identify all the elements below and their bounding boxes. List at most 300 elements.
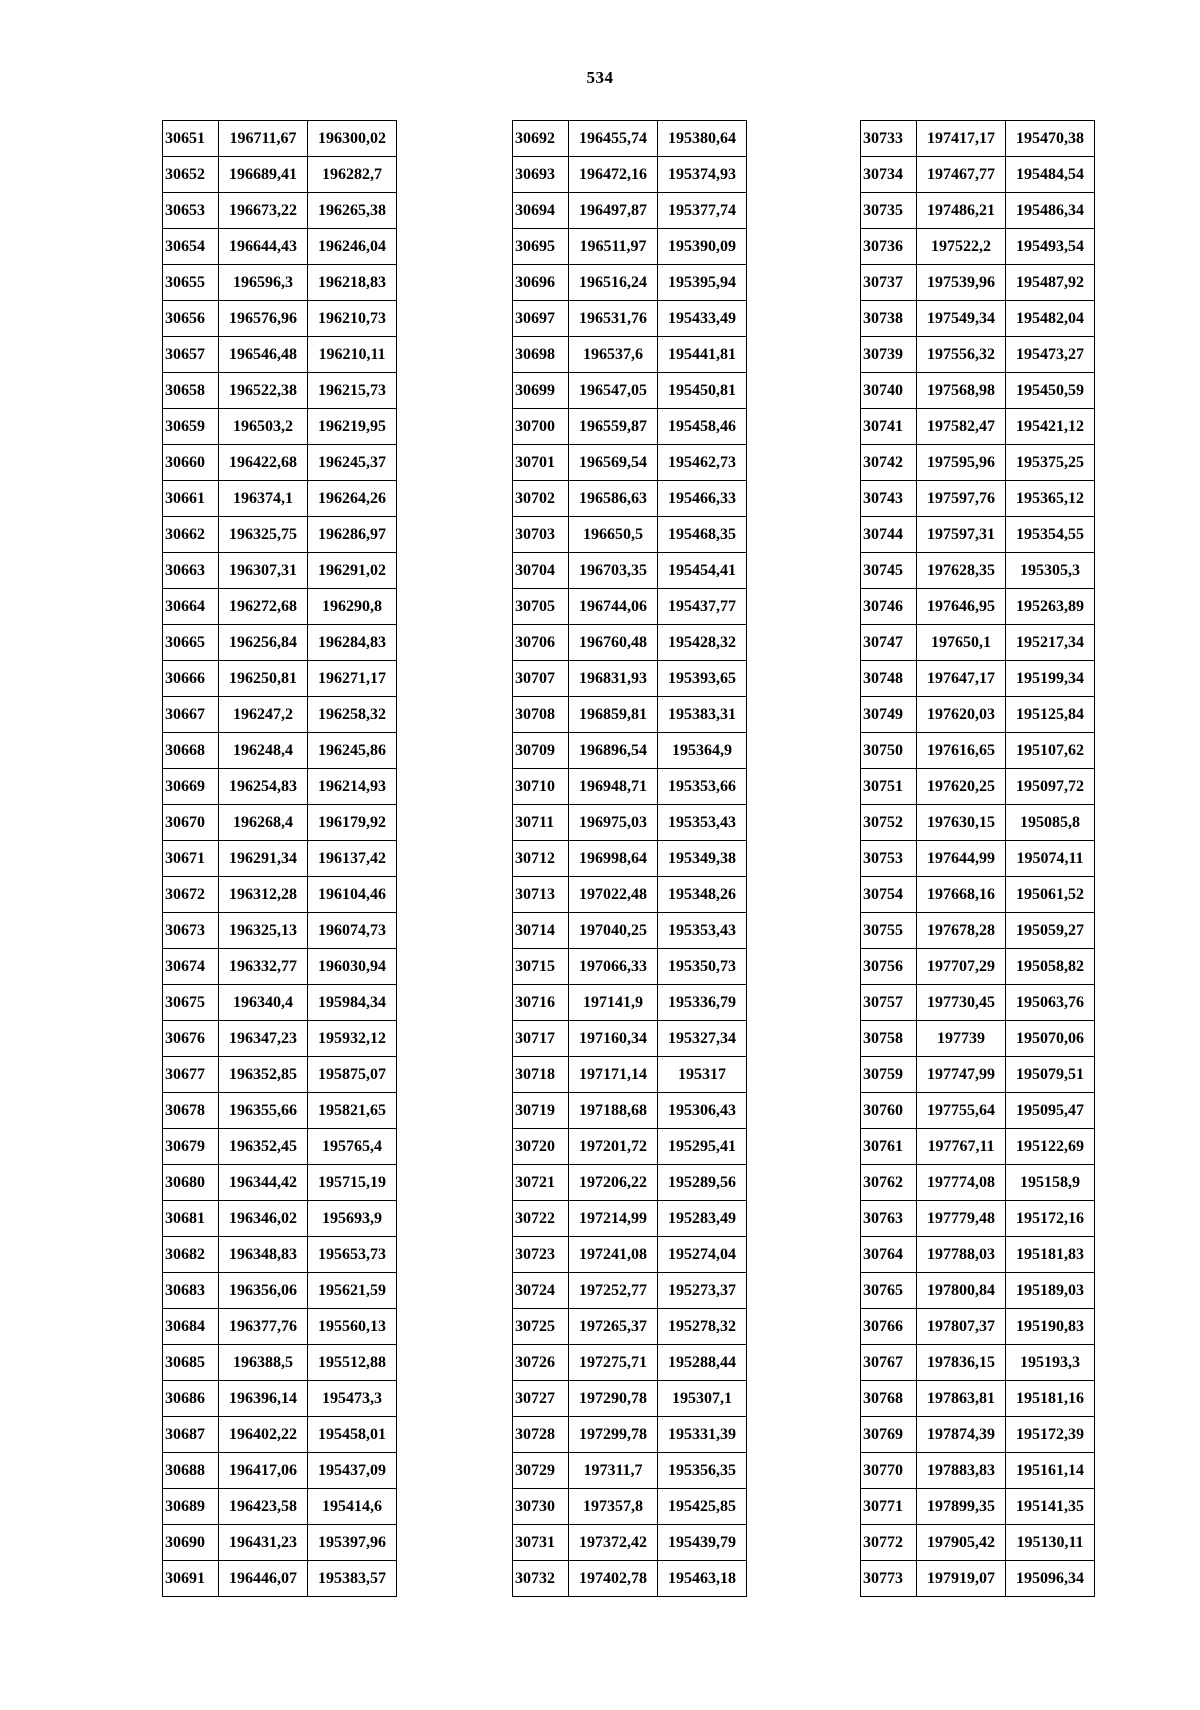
point-id-cell: 30699 (513, 373, 569, 409)
y-coordinate-cell: 195158,9 (1006, 1165, 1095, 1201)
table-row (513, 157, 747, 193)
point-id-cell: 30729 (513, 1453, 569, 1489)
x-coordinate-cell: 197899,35 (917, 1489, 1006, 1525)
table-row (861, 517, 1095, 553)
point-id-cell: 30730 (513, 1489, 569, 1525)
point-id-cell: 30705 (513, 589, 569, 625)
point-id-cell: 30664 (163, 589, 219, 625)
x-coordinate-cell: 197800,84 (917, 1273, 1006, 1309)
y-coordinate-cell: 195288,44 (658, 1345, 747, 1381)
point-id-cell: 30653 (163, 193, 219, 229)
x-coordinate-cell: 196711,67 (219, 121, 308, 157)
table-row (163, 625, 397, 661)
y-coordinate-cell: 195984,34 (308, 985, 397, 1021)
point-id-cell: 30662 (163, 517, 219, 553)
table-row (163, 661, 397, 697)
point-id-cell: 30707 (513, 661, 569, 697)
x-coordinate-cell: 196332,77 (219, 949, 308, 985)
point-id-cell: 30756 (861, 949, 917, 985)
y-coordinate-cell: 195875,07 (308, 1057, 397, 1093)
table-row (513, 1525, 747, 1561)
y-coordinate-cell: 195414,6 (308, 1489, 397, 1525)
x-coordinate-cell: 197779,48 (917, 1201, 1006, 1237)
table-row (163, 841, 397, 877)
point-id-cell: 30716 (513, 985, 569, 1021)
y-coordinate-cell: 195283,49 (658, 1201, 747, 1237)
table-row (163, 481, 397, 517)
x-coordinate-cell: 196650,5 (569, 517, 658, 553)
y-coordinate-cell: 195486,34 (1006, 193, 1095, 229)
x-coordinate-cell: 196377,76 (219, 1309, 308, 1345)
y-coordinate-cell: 195715,19 (308, 1165, 397, 1201)
y-coordinate-cell: 196210,11 (308, 337, 397, 373)
coordinate-table-2 (512, 120, 747, 1597)
y-coordinate-cell: 195380,64 (658, 121, 747, 157)
y-coordinate-cell: 195181,16 (1006, 1381, 1095, 1417)
table-row (513, 229, 747, 265)
y-coordinate-cell: 195560,13 (308, 1309, 397, 1345)
table-row (861, 1561, 1095, 1597)
point-id-cell: 30762 (861, 1165, 917, 1201)
point-id-cell: 30740 (861, 373, 917, 409)
x-coordinate-cell: 197402,78 (569, 1561, 658, 1597)
point-id-cell: 30718 (513, 1057, 569, 1093)
y-coordinate-cell: 195273,37 (658, 1273, 747, 1309)
point-id-cell: 30761 (861, 1129, 917, 1165)
point-id-cell: 30771 (861, 1489, 917, 1525)
y-coordinate-cell: 195765,4 (308, 1129, 397, 1165)
table-row (861, 1057, 1095, 1093)
table-row (861, 481, 1095, 517)
x-coordinate-cell: 197486,21 (917, 193, 1006, 229)
x-coordinate-cell: 196859,81 (569, 697, 658, 733)
table-row (513, 985, 747, 1021)
table-row (163, 985, 397, 1021)
table-row (163, 1345, 397, 1381)
point-id-cell: 30683 (163, 1273, 219, 1309)
x-coordinate-cell: 196307,31 (219, 553, 308, 589)
y-coordinate-cell: 195085,8 (1006, 805, 1095, 841)
y-coordinate-cell: 195122,69 (1006, 1129, 1095, 1165)
point-id-cell: 30677 (163, 1057, 219, 1093)
y-coordinate-cell: 195393,65 (658, 661, 747, 697)
point-id-cell: 30687 (163, 1417, 219, 1453)
table-row (163, 1273, 397, 1309)
x-coordinate-cell: 196831,93 (569, 661, 658, 697)
table-row (861, 1129, 1095, 1165)
x-coordinate-cell: 197863,81 (917, 1381, 1006, 1417)
y-coordinate-cell: 195189,03 (1006, 1273, 1095, 1309)
table-row (513, 121, 747, 157)
point-id-cell: 30754 (861, 877, 917, 913)
y-coordinate-cell: 196179,92 (308, 805, 397, 841)
point-id-cell: 30715 (513, 949, 569, 985)
table-row (163, 589, 397, 625)
y-coordinate-cell: 195350,73 (658, 949, 747, 985)
y-coordinate-cell: 195130,11 (1006, 1525, 1095, 1561)
table-row (163, 1489, 397, 1525)
table-row (861, 121, 1095, 157)
x-coordinate-cell: 196446,07 (219, 1561, 308, 1597)
table-row (861, 1489, 1095, 1525)
table-row (513, 409, 747, 445)
x-coordinate-cell: 196348,83 (219, 1237, 308, 1273)
point-id-cell: 30675 (163, 985, 219, 1021)
x-coordinate-cell: 196537,6 (569, 337, 658, 373)
x-coordinate-cell: 197647,17 (917, 661, 1006, 697)
point-id-cell: 30735 (861, 193, 917, 229)
point-id-cell: 30657 (163, 337, 219, 373)
point-id-cell: 30750 (861, 733, 917, 769)
table-row (861, 1309, 1095, 1345)
y-coordinate-cell: 196074,73 (308, 913, 397, 949)
y-coordinate-cell: 195348,26 (658, 877, 747, 913)
y-coordinate-cell: 195383,57 (308, 1561, 397, 1597)
y-coordinate-cell: 195095,47 (1006, 1093, 1095, 1129)
table-row (513, 445, 747, 481)
y-coordinate-cell: 195421,12 (1006, 409, 1095, 445)
table-row (163, 1309, 397, 1345)
point-id-cell: 30731 (513, 1525, 569, 1561)
y-coordinate-cell: 195336,79 (658, 985, 747, 1021)
x-coordinate-cell: 197747,99 (917, 1057, 1006, 1093)
point-id-cell: 30710 (513, 769, 569, 805)
y-coordinate-cell: 195263,89 (1006, 589, 1095, 625)
table-row (861, 661, 1095, 697)
x-coordinate-cell: 197836,15 (917, 1345, 1006, 1381)
x-coordinate-cell: 196248,4 (219, 733, 308, 769)
coordinate-table-3 (860, 120, 1095, 1597)
x-coordinate-cell: 196423,58 (219, 1489, 308, 1525)
y-coordinate-cell: 196286,97 (308, 517, 397, 553)
point-id-cell: 30656 (163, 301, 219, 337)
x-coordinate-cell: 196472,16 (569, 157, 658, 193)
table-row (861, 1021, 1095, 1057)
x-coordinate-cell: 197646,95 (917, 589, 1006, 625)
point-id-cell: 30724 (513, 1273, 569, 1309)
y-coordinate-cell: 195450,59 (1006, 373, 1095, 409)
point-id-cell: 30768 (861, 1381, 917, 1417)
x-coordinate-cell: 197730,45 (917, 985, 1006, 1021)
table-row (513, 517, 747, 553)
table-row (163, 337, 397, 373)
table-row (861, 265, 1095, 301)
table-row (861, 841, 1095, 877)
x-coordinate-cell: 196402,22 (219, 1417, 308, 1453)
y-coordinate-cell: 196030,94 (308, 949, 397, 985)
table-row (513, 1309, 747, 1345)
y-coordinate-cell: 195199,34 (1006, 661, 1095, 697)
point-id-cell: 30733 (861, 121, 917, 157)
y-coordinate-cell: 195462,73 (658, 445, 747, 481)
x-coordinate-cell: 196744,06 (569, 589, 658, 625)
point-id-cell: 30693 (513, 157, 569, 193)
table-row (163, 769, 397, 805)
x-coordinate-cell: 196511,97 (569, 229, 658, 265)
point-id-cell: 30691 (163, 1561, 219, 1597)
y-coordinate-cell: 195470,38 (1006, 121, 1095, 157)
y-coordinate-cell: 195466,33 (658, 481, 747, 517)
table-row (513, 625, 747, 661)
y-coordinate-cell: 195356,35 (658, 1453, 747, 1489)
y-coordinate-cell: 195821,65 (308, 1093, 397, 1129)
y-coordinate-cell: 195059,27 (1006, 913, 1095, 949)
point-id-cell: 30700 (513, 409, 569, 445)
x-coordinate-cell: 196760,48 (569, 625, 658, 661)
table-row (513, 1165, 747, 1201)
y-coordinate-cell: 195327,34 (658, 1021, 747, 1057)
point-id-cell: 30696 (513, 265, 569, 301)
point-id-cell: 30745 (861, 553, 917, 589)
table-row (861, 1417, 1095, 1453)
point-id-cell: 30773 (861, 1561, 917, 1597)
x-coordinate-cell: 197620,25 (917, 769, 1006, 805)
y-coordinate-cell: 195061,52 (1006, 877, 1095, 913)
x-coordinate-cell: 196268,4 (219, 805, 308, 841)
y-coordinate-cell: 195377,74 (658, 193, 747, 229)
point-id-cell: 30709 (513, 733, 569, 769)
table-row (163, 949, 397, 985)
table-row (861, 1273, 1095, 1309)
table-row (861, 985, 1095, 1021)
x-coordinate-cell: 197620,03 (917, 697, 1006, 733)
y-coordinate-cell: 195354,55 (1006, 517, 1095, 553)
point-id-cell: 30651 (163, 121, 219, 157)
x-coordinate-cell: 197628,35 (917, 553, 1006, 589)
y-coordinate-cell: 196291,02 (308, 553, 397, 589)
table-row (163, 409, 397, 445)
table-row (861, 877, 1095, 913)
point-id-cell: 30674 (163, 949, 219, 985)
point-id-cell: 30713 (513, 877, 569, 913)
table-row (861, 1525, 1095, 1561)
y-coordinate-cell: 195097,72 (1006, 769, 1095, 805)
x-coordinate-cell: 197883,83 (917, 1453, 1006, 1489)
y-coordinate-cell: 195397,96 (308, 1525, 397, 1561)
y-coordinate-cell: 195193,3 (1006, 1345, 1095, 1381)
x-coordinate-cell: 197252,77 (569, 1273, 658, 1309)
point-id-cell: 30703 (513, 517, 569, 553)
x-coordinate-cell: 196431,23 (219, 1525, 308, 1561)
table-row (861, 1345, 1095, 1381)
point-id-cell: 30741 (861, 409, 917, 445)
point-id-cell: 30759 (861, 1057, 917, 1093)
point-id-cell: 30652 (163, 157, 219, 193)
x-coordinate-cell: 196948,71 (569, 769, 658, 805)
x-coordinate-cell: 196689,41 (219, 157, 308, 193)
y-coordinate-cell: 195353,66 (658, 769, 747, 805)
x-coordinate-cell: 196644,43 (219, 229, 308, 265)
x-coordinate-cell: 196256,84 (219, 625, 308, 661)
x-coordinate-cell: 196586,63 (569, 481, 658, 517)
point-id-cell: 30697 (513, 301, 569, 337)
table-row (163, 229, 397, 265)
x-coordinate-cell: 196531,76 (569, 301, 658, 337)
x-coordinate-cell: 197767,11 (917, 1129, 1006, 1165)
point-id-cell: 30770 (861, 1453, 917, 1489)
x-coordinate-cell: 196455,74 (569, 121, 658, 157)
y-coordinate-cell: 195364,9 (658, 733, 747, 769)
y-coordinate-cell: 195390,09 (658, 229, 747, 265)
x-coordinate-cell: 196344,42 (219, 1165, 308, 1201)
x-coordinate-cell: 197630,15 (917, 805, 1006, 841)
y-coordinate-cell: 195079,51 (1006, 1057, 1095, 1093)
table-row (513, 1381, 747, 1417)
table-row (861, 769, 1095, 805)
x-coordinate-cell: 196596,3 (219, 265, 308, 301)
x-coordinate-cell: 196388,5 (219, 1345, 308, 1381)
x-coordinate-cell: 196417,06 (219, 1453, 308, 1489)
y-coordinate-cell: 195107,62 (1006, 733, 1095, 769)
y-coordinate-cell: 195463,18 (658, 1561, 747, 1597)
x-coordinate-cell: 197678,28 (917, 913, 1006, 949)
table-row (163, 1129, 397, 1165)
point-id-cell: 30722 (513, 1201, 569, 1237)
x-coordinate-cell: 197022,48 (569, 877, 658, 913)
point-id-cell: 30760 (861, 1093, 917, 1129)
point-id-cell: 30706 (513, 625, 569, 661)
coordinate-table-1 (162, 120, 397, 1597)
y-coordinate-cell: 195482,04 (1006, 301, 1095, 337)
point-id-cell: 30681 (163, 1201, 219, 1237)
point-id-cell: 30654 (163, 229, 219, 265)
y-coordinate-cell: 196282,7 (308, 157, 397, 193)
table-row (861, 193, 1095, 229)
x-coordinate-cell: 197299,78 (569, 1417, 658, 1453)
point-id-cell: 30698 (513, 337, 569, 373)
table-row (163, 301, 397, 337)
point-id-cell: 30694 (513, 193, 569, 229)
point-id-cell: 30717 (513, 1021, 569, 1057)
table-row (513, 193, 747, 229)
table-row (513, 373, 747, 409)
x-coordinate-cell: 197595,96 (917, 445, 1006, 481)
x-coordinate-cell: 196247,2 (219, 697, 308, 733)
table-row (861, 1381, 1095, 1417)
y-coordinate-cell: 195428,32 (658, 625, 747, 661)
table-row (861, 1093, 1095, 1129)
point-id-cell: 30701 (513, 445, 569, 481)
table-row (163, 157, 397, 193)
x-coordinate-cell: 196355,66 (219, 1093, 308, 1129)
y-coordinate-cell: 195693,9 (308, 1201, 397, 1237)
y-coordinate-cell: 195653,73 (308, 1237, 397, 1273)
y-coordinate-cell: 195074,11 (1006, 841, 1095, 877)
table-row (163, 1201, 397, 1237)
table-row (861, 949, 1095, 985)
table-row (513, 301, 747, 337)
x-coordinate-cell: 197241,08 (569, 1237, 658, 1273)
point-id-cell: 30665 (163, 625, 219, 661)
x-coordinate-cell: 197597,31 (917, 517, 1006, 553)
table-row (513, 337, 747, 373)
point-id-cell: 30743 (861, 481, 917, 517)
x-coordinate-cell: 197556,32 (917, 337, 1006, 373)
y-coordinate-cell: 195441,81 (658, 337, 747, 373)
point-id-cell: 30772 (861, 1525, 917, 1561)
y-coordinate-cell: 196210,73 (308, 301, 397, 337)
table-row (861, 733, 1095, 769)
x-coordinate-cell: 197417,17 (917, 121, 1006, 157)
x-coordinate-cell: 197739 (917, 1021, 1006, 1057)
y-coordinate-cell: 195353,43 (658, 805, 747, 841)
point-id-cell: 30763 (861, 1201, 917, 1237)
table-row (861, 409, 1095, 445)
table-row (163, 517, 397, 553)
table-row (163, 1165, 397, 1201)
x-coordinate-cell: 196374,1 (219, 481, 308, 517)
x-coordinate-cell: 196254,83 (219, 769, 308, 805)
table-row (513, 661, 747, 697)
point-id-cell: 30747 (861, 625, 917, 661)
y-coordinate-cell: 195181,83 (1006, 1237, 1095, 1273)
point-id-cell: 30751 (861, 769, 917, 805)
x-coordinate-cell: 197616,65 (917, 733, 1006, 769)
y-coordinate-cell: 195295,41 (658, 1129, 747, 1165)
table-row (861, 1165, 1095, 1201)
y-coordinate-cell: 195433,49 (658, 301, 747, 337)
point-id-cell: 30669 (163, 769, 219, 805)
x-coordinate-cell: 197650,1 (917, 625, 1006, 661)
x-coordinate-cell: 196516,24 (569, 265, 658, 301)
point-id-cell: 30720 (513, 1129, 569, 1165)
page-number: 534 (586, 68, 614, 87)
point-id-cell: 30658 (163, 373, 219, 409)
table-row (163, 193, 397, 229)
x-coordinate-cell: 197644,99 (917, 841, 1006, 877)
table-row (163, 697, 397, 733)
table-row (513, 1489, 747, 1525)
point-id-cell: 30734 (861, 157, 917, 193)
y-coordinate-cell: 196104,46 (308, 877, 397, 913)
y-coordinate-cell: 195454,41 (658, 553, 747, 589)
x-coordinate-cell: 197905,42 (917, 1525, 1006, 1561)
point-id-cell: 30744 (861, 517, 917, 553)
point-id-cell: 30739 (861, 337, 917, 373)
x-coordinate-cell: 197372,42 (569, 1525, 658, 1561)
x-coordinate-cell: 197467,77 (917, 157, 1006, 193)
x-coordinate-cell: 196352,45 (219, 1129, 308, 1165)
table-row (513, 1237, 747, 1273)
y-coordinate-cell: 195439,79 (658, 1525, 747, 1561)
x-coordinate-cell: 197807,37 (917, 1309, 1006, 1345)
point-id-cell: 30686 (163, 1381, 219, 1417)
y-coordinate-cell: 195305,3 (1006, 553, 1095, 589)
y-coordinate-cell: 195450,81 (658, 373, 747, 409)
x-coordinate-cell: 196250,81 (219, 661, 308, 697)
table-row (163, 265, 397, 301)
x-coordinate-cell: 197755,64 (917, 1093, 1006, 1129)
y-coordinate-cell: 196214,93 (308, 769, 397, 805)
point-id-cell: 30737 (861, 265, 917, 301)
x-coordinate-cell: 197201,72 (569, 1129, 658, 1165)
table-row (861, 229, 1095, 265)
x-coordinate-cell: 197919,07 (917, 1561, 1006, 1597)
point-id-cell: 30764 (861, 1237, 917, 1273)
x-coordinate-cell: 196569,54 (569, 445, 658, 481)
y-coordinate-cell: 196290,8 (308, 589, 397, 625)
y-coordinate-cell: 195141,35 (1006, 1489, 1095, 1525)
x-coordinate-cell: 197788,03 (917, 1237, 1006, 1273)
x-coordinate-cell: 196347,23 (219, 1021, 308, 1057)
table-row (861, 589, 1095, 625)
x-coordinate-cell: 196346,02 (219, 1201, 308, 1237)
table-row (513, 1021, 747, 1057)
point-id-cell: 30765 (861, 1273, 917, 1309)
x-coordinate-cell: 196325,75 (219, 517, 308, 553)
y-coordinate-cell: 195484,54 (1006, 157, 1095, 193)
point-id-cell: 30682 (163, 1237, 219, 1273)
